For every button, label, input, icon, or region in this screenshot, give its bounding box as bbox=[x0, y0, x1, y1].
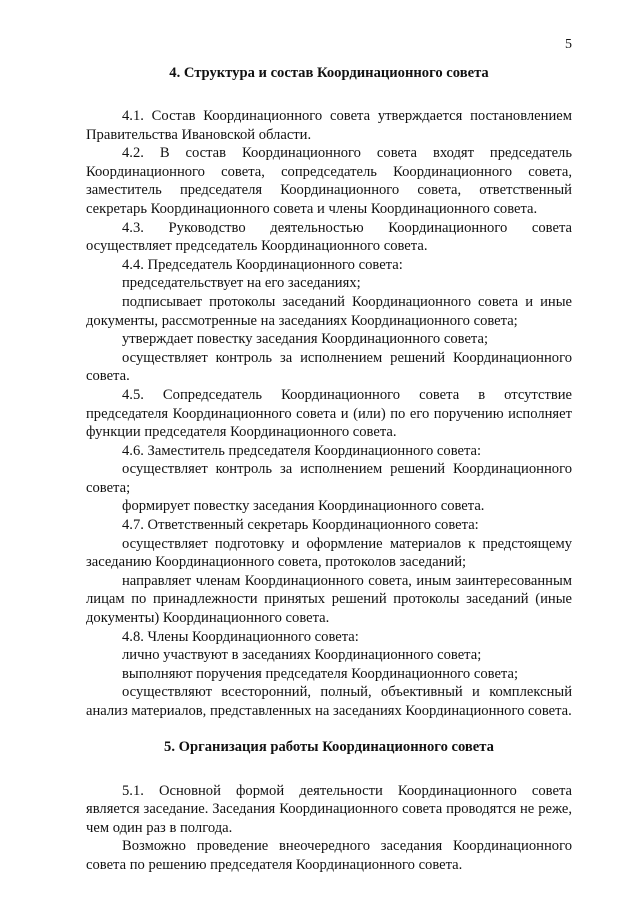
paragraph: 4.3. Руководство деятельностью Координационного совета осуществляет председатель Координационного совета. bbox=[86, 219, 572, 255]
paragraph: выполняют поручения председателя Координационного совета; bbox=[122, 665, 519, 682]
paragraph: подписывает протоколы заседаний Координационного совета и иные документы, рассмотренные на заседаниях Координационного совета; bbox=[86, 293, 572, 329]
paragraph: 4.6. Заместитель председателя Координационного совета: bbox=[122, 442, 482, 459]
paragraph: 4.4. Председатель Координационного совета: bbox=[122, 256, 403, 273]
page-number: 5 bbox=[565, 37, 572, 52]
paragraph: осуществляет контроль за исполнением решений Координационного совета. bbox=[86, 349, 572, 385]
paragraph: председательствует на его заседаниях; bbox=[122, 275, 361, 292]
paragraph: лично участвуют в заседаниях Координационного совета; bbox=[122, 647, 482, 664]
section-5-title: 5. Организация работы Координационного совета bbox=[164, 738, 494, 755]
section-4-body bbox=[86, 107, 572, 721]
paragraph: 4.7. Ответственный секретарь Координационного совета: bbox=[122, 517, 479, 534]
paragraph: 4.5. Сопредседатель Координационного совета в отсутствие председателя Координационного совета и (или) по его поручению исполняет функции председателя Координационного совета. bbox=[86, 386, 572, 441]
paragraph: Возможно проведение внеочередного заседания Координационного совета по решению председателя Координационного совета. bbox=[86, 838, 572, 873]
section-4-title: 4. Структура и состав Координационного совета bbox=[169, 65, 489, 81]
paragraph: утверждает повестку заседания Координационного совета; bbox=[122, 331, 489, 348]
paragraph: 4.2. В состав Координационного совета входят председатель Координационного совета, сопредседатель Координационного совета, заместитель председателя Координационного совета, ответственный секретарь Координационного совета и члены Координационного совета. bbox=[86, 145, 572, 217]
paragraph: направляет членам Координационного совета, иным заинтересованным лицам по принадлежности принятых решений протоколы заседаний (иные документы) Координационного совета. bbox=[86, 572, 572, 627]
paragraph: 5.1. Основной формой деятельности Координационного совета является заседание. Заседания Координационного совета проводятся не реже, чем один раз в полгода. bbox=[86, 782, 572, 836]
section-5-body bbox=[86, 782, 572, 875]
paragraph: формирует повестку заседания Координационного совета. bbox=[122, 498, 485, 515]
paragraph: осуществляет подготовку и оформление материалов к предстоящему заседанию Координационного совета, протоколов заседаний; bbox=[86, 535, 572, 571]
paragraph: 4.1. Состав Координационного совета утверждается постановлением Правительства Ивановской области. bbox=[86, 108, 572, 143]
paragraph: осуществляет контроль за исполнением решений Координационного совета; bbox=[86, 461, 572, 496]
paragraph: осуществляют всесторонний, полный, объективный и комплексный анализ материалов, представленных на заседаниях Координационного совета. bbox=[86, 684, 572, 719]
paragraph: 4.8. Члены Координационного совета: bbox=[122, 628, 359, 645]
